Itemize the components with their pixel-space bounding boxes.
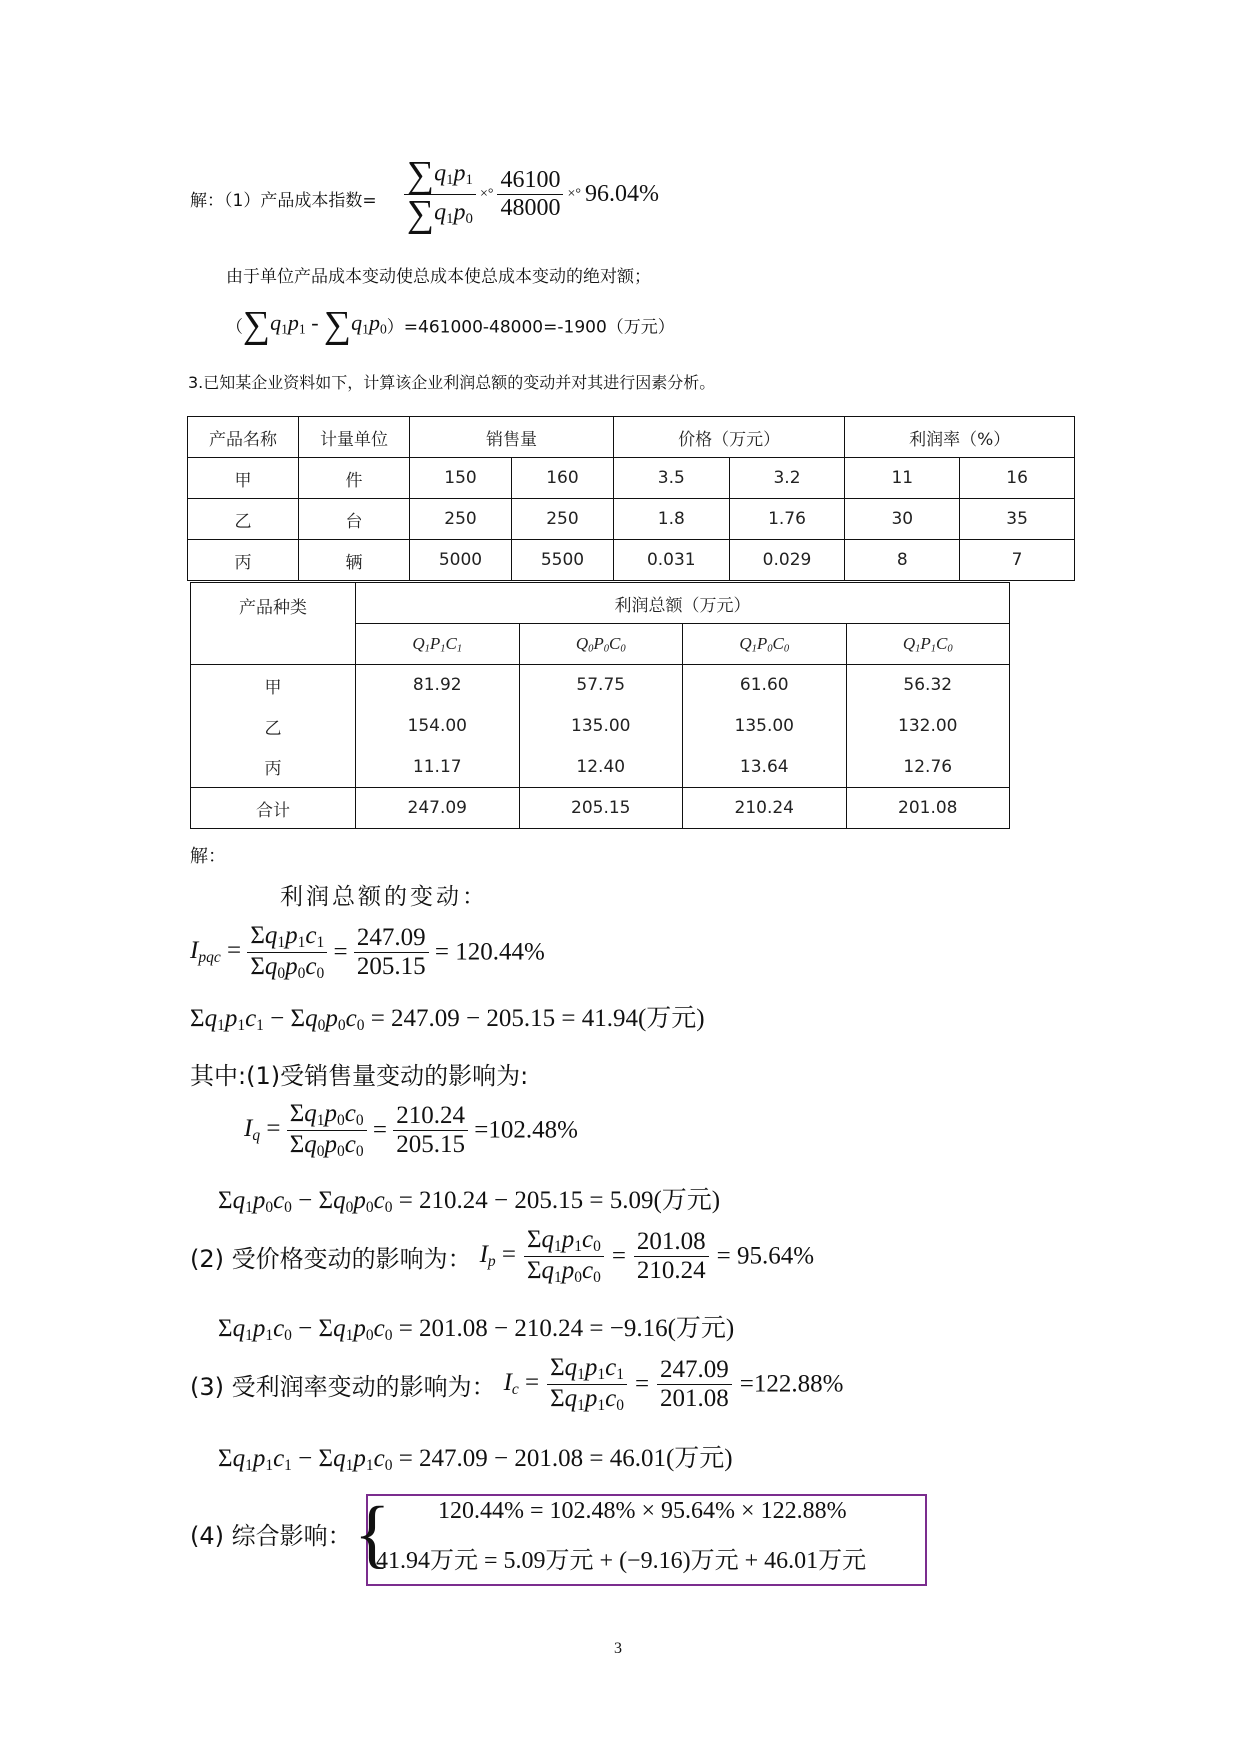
cell: 乙 <box>191 706 356 747</box>
sol1-note: 由于单位产品成本变动使总成本使总成本变动的绝对额； <box>226 267 651 287</box>
question-3: 3.已知某企业资料如下，计算该企业利润总额的变动并对其进行因素分析。 <box>188 373 716 392</box>
page-number: 3 <box>614 1640 622 1657</box>
ip-result: = 95.64% <box>716 1242 815 1270</box>
cell: 11 <box>845 458 960 499</box>
cell: 0.031 <box>613 540 729 581</box>
cell: 210.24 <box>683 788 847 829</box>
table-header-row <box>188 417 1075 458</box>
cell: 8 <box>845 540 960 581</box>
ipqc-formula: $I_{pqc}$ = $\frac{\Sigma q_1p_1c_1}{\Sigma q_0p_0c_0}$ = $\frac{247.09}{205.15}$ = 120.44% <box>190 922 545 982</box>
cell: 35 <box>960 499 1075 540</box>
cell: 甲 <box>191 665 356 706</box>
c-diff-value: = 247.09 − 201.08 = 46.01(万元) <box>398 1445 733 1472</box>
cell: 154.00 <box>356 706 520 747</box>
cell: 甲 <box>188 458 299 499</box>
sol3-jie: 解： <box>190 846 226 867</box>
cell: 12.40 <box>519 747 683 788</box>
cell: 247.09 <box>356 788 520 829</box>
header-product-type: 产品种类 <box>191 583 356 665</box>
p3-label: (3) 受利润率变动的影响为： <box>190 1372 496 1401</box>
cell: 辆 <box>299 540 410 581</box>
cost-index-num: 46100 <box>497 167 563 195</box>
sol3-heading: 利润总额的变动： <box>280 884 488 910</box>
p-diff-value: = 201.08 − 210.24 = −9.16(万元) <box>398 1315 735 1342</box>
total-diff-formula: $\Sigma q_1p_1c_1 - \Sigma q_0p_0c_0 = 247.09 - 205.15 = 41.94$(万元) <box>190 1005 705 1034</box>
cell: 135.00 <box>683 706 847 747</box>
cell: 1.76 <box>729 499 845 540</box>
header-unit: 计量单位 <box>299 417 410 458</box>
among-label: 其中:(1)受销售量变动的影响为: <box>190 1062 529 1090</box>
cost-index-den: 48000 <box>500 195 561 221</box>
ipqc-den: 205.15 <box>356 952 426 980</box>
table-row <box>191 747 1010 788</box>
cell: 台 <box>299 499 410 540</box>
cell: 81.92 <box>356 665 520 706</box>
cell: 16 <box>960 458 1075 499</box>
header-product-name: 产品名称 <box>188 417 299 458</box>
cell: 160 <box>511 458 613 499</box>
cell: 13.64 <box>683 747 847 788</box>
ipqc-result: = 120.44% <box>434 938 545 966</box>
cell: 0.029 <box>729 540 845 581</box>
table-row <box>191 665 1010 706</box>
ic-num: 247.09 <box>657 1356 732 1385</box>
cost-index-result: 96.04% <box>584 181 659 207</box>
header-q1p1c1: $Q_1P_1C_1$ <box>356 624 520 665</box>
abs-change-value: ）=461000-48000=-1900（万元） <box>386 317 675 338</box>
cell: 132.00 <box>846 706 1010 747</box>
cell: 丙 <box>191 747 356 788</box>
iq-formula: $I_q$ = $\frac{\Sigma q_1p_0c_0}{\Sigma q_0p_0c_0}$ = $\frac{210.24}{205.15}$ =102.48% <box>244 1100 578 1160</box>
header-q1p0c0: $Q_1P_0C_0$ <box>683 624 847 665</box>
header-q0p0c0: $Q_0P_0C_0$ <box>519 624 683 665</box>
ic-formula: (3) 受利润率变动的影响为： $I_c$ = $\frac{\Sigma q_1p_1c_1}{\Sigma q_1p_1c_0}$ = $\frac{247.09}{201.08}$ =122.88% <box>190 1354 844 1414</box>
table-row <box>191 706 1010 747</box>
ip-den: 210.24 <box>636 1256 706 1284</box>
cell: 5500 <box>511 540 613 581</box>
p-diff-formula: $\Sigma q_1p_1c_0 - \Sigma q_1p_0c_0 = 201.08 - 210.24 = -9.16$(万元) <box>218 1315 735 1344</box>
cost-index-formula: $\frac{\sum q_1p_1}{\sum q_1p_0}$ ×° $\frac{46100}{48000}$ ×° 96.04% <box>404 156 659 233</box>
iq-den: 205.15 <box>396 1130 465 1158</box>
cell: 件 <box>299 458 410 499</box>
cell: 乙 <box>188 499 299 540</box>
product-data-table <box>187 416 1075 581</box>
header-q1p1c0: $Q_1P_1C_0$ <box>846 624 1010 665</box>
iq-num: 210.24 <box>393 1102 468 1131</box>
cell: 1.8 <box>613 499 729 540</box>
ic-den: 201.08 <box>660 1384 729 1412</box>
table-row <box>188 458 1075 499</box>
q-diff-value: = 210.24 − 205.15 = 5.09(万元) <box>398 1187 721 1214</box>
cell: 丙 <box>188 540 299 581</box>
table-row <box>188 540 1075 581</box>
abs-change-line: $(\sum q_1p_1 - \sum q_1p_0)=461000-48000=-1900$（万元） <box>226 304 675 346</box>
ip-formula: (2) 受价格变动的影响为： $I_p$ = $\frac{\Sigma q_1p_1c_0}{\Sigma q_1p_0c_0}$ = $\frac{201.08}{210.24}$ = 95.64% <box>190 1226 815 1286</box>
header-profit-total: 利润总额（万元） <box>356 583 1010 624</box>
iq-result: =102.48% <box>474 1116 578 1144</box>
header-sales-volume: 销售量 <box>410 417 614 458</box>
combined-line-2: 41.94万元 = 5.09万元 + (−9.16)万元 + 46.01万元 <box>376 1548 867 1574</box>
p2-label: (2) 受价格变动的影响为： <box>190 1244 472 1273</box>
cell: 57.75 <box>519 665 683 706</box>
c-diff-formula: $\Sigma q_1p_1c_1 - \Sigma q_1p_1c_0 = 247.09 - 201.08 = 46.01$(万元) <box>218 1445 733 1474</box>
cell: 205.15 <box>519 788 683 829</box>
ic-result: =122.88% <box>739 1370 844 1398</box>
cell: 11.17 <box>356 747 520 788</box>
cell: 合计 <box>191 788 356 829</box>
cell: 3.5 <box>613 458 729 499</box>
header-profit-rate: 利润率（%） <box>845 417 1075 458</box>
sol1-prefix: 解：（1）产品成本指数= <box>190 191 377 211</box>
cell: 3.2 <box>729 458 845 499</box>
q-diff-formula: $\Sigma q_1p_0c_0 - \Sigma q_0p_0c_0 = 210.24 - 205.15 = 5.09$(万元) <box>218 1187 721 1216</box>
brace: { <box>354 1492 391 1576</box>
table-total-row <box>191 788 1010 829</box>
cell: 12.76 <box>846 747 1010 788</box>
cell: 250 <box>511 499 613 540</box>
profit-total-table <box>190 582 1010 829</box>
ipqc-num: 247.09 <box>354 924 429 953</box>
header-price: 价格（万元） <box>613 417 844 458</box>
table-row <box>188 499 1075 540</box>
cell: 201.08 <box>846 788 1010 829</box>
combined-line-1: 120.44% = 102.48% × 95.64% × 122.88% <box>438 1498 847 1524</box>
cell: 150 <box>410 458 512 499</box>
table-header-row <box>191 583 1010 624</box>
cell: 56.32 <box>846 665 1010 706</box>
cell: 30 <box>845 499 960 540</box>
ip-num: 201.08 <box>634 1228 709 1257</box>
cell: 250 <box>410 499 512 540</box>
cell: 135.00 <box>519 706 683 747</box>
total-diff-value: = 247.09 − 205.15 = 41.94(万元) <box>370 1005 705 1032</box>
cell: 5000 <box>410 540 512 581</box>
cell: 61.60 <box>683 665 847 706</box>
p4-label: (4) 综合影响： <box>190 1522 352 1550</box>
cell: 7 <box>960 540 1075 581</box>
